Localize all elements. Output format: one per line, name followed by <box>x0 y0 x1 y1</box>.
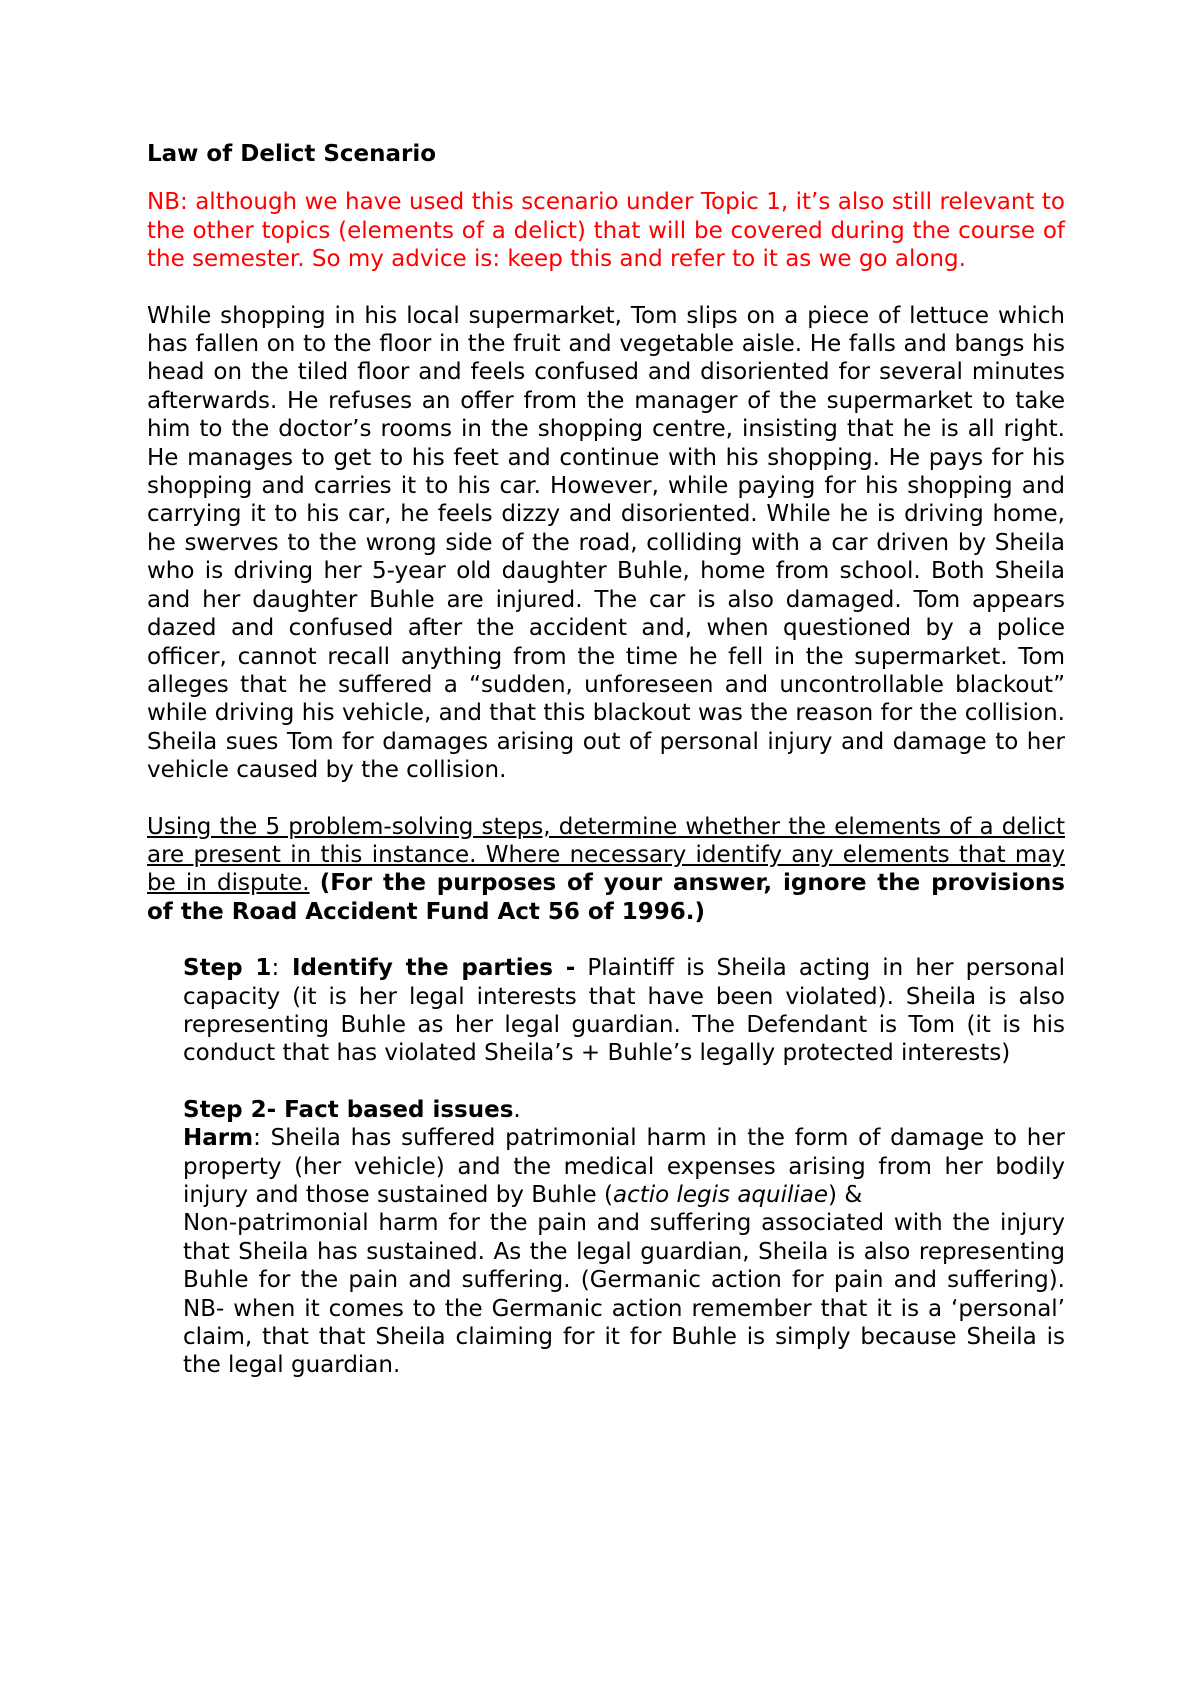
harm-label: Harm <box>183 1125 254 1152</box>
instruction-paragraph <box>147 813 1065 927</box>
red-note-paragraph: NB: although we have used this scenario under Topic 1, it’s also still relevant to the other topics (elements of a delict) that will be covered during the course of the semester. So my advice is: keep this and refer to it as we go along. <box>147 189 1065 273</box>
step-1-colon: : <box>271 955 280 982</box>
harm-text-2: ) & <box>828 1182 863 1208</box>
step-2-heading: Step 2- Fact based issues <box>183 1096 514 1123</box>
harm-text-1: : Sheila has suffered patrimonial harm in the form of damage to her property (her vehicle) and the medical expenses arising from her bodily injury and those sustained by Buhle ( <box>183 1125 1065 1208</box>
instruction-underlined-text: Using the 5 problem-solving steps, determine whether the elements of a delict are present in this instance. Where necessary identify any elements that may be in dispute. <box>147 813 1065 897</box>
instruction-bold-text: (For the purposes of your answer, ignore the provisions of the Road Accident Fund Act 56 of 1996.) <box>147 870 1065 925</box>
harm-paragraph <box>183 1124 1065 1209</box>
step-2-heading-line <box>183 1096 1065 1124</box>
document-page <box>147 140 1065 1380</box>
step-1-paragraph <box>183 954 1065 1068</box>
harm-italic-text: actio legis aquiliae <box>612 1182 829 1208</box>
non-patrimonial-paragraph: Non-patrimonial harm for the pain and suffering associated with the injury that Sheila has sustained. As the legal guardian, Sheila is also representing Buhle for the pain and suffering. (Germanic action for pain and suffering). NB- when it comes to the Germanic action remember that it is a ‘personal’ claim, that that Sheila claiming for it for Buhle is simply because Sheila is the legal guardian. <box>183 1210 1065 1379</box>
document-title: Law of Delict Scenario <box>147 141 437 167</box>
step-1-label: Step 1 <box>183 955 272 982</box>
step-2-heading-end: . <box>513 1096 521 1123</box>
step-2-section <box>183 1096 1065 1380</box>
scenario-paragraph: While shopping in his local supermarket, Tom slips on a piece of lettuce which has fallen on to the floor in the fruit and vegetable aisle. He falls and bangs his head on the tiled floor and feels confused and disoriented for several minutes afterwards. He refuses an offer from the manager of the supermarket to take him to the doctor’s rooms in the shopping centre, insisting that he is all right. He manages to get to his feet and continue with his shopping. He pays for his shopping and carries it to his car. However, while paying for his shopping and carrying it to his car, he feels dizzy and disoriented. While he is driving home, he swerves to the wrong side of the road, colliding with a car driven by Sheila who is driving her 5-year old daughter Buhle, home from school. Both Sheila and her daughter Buhle are injured. The car is also damaged. Tom appears dazed and confused after the accident and, when questioned by a police officer, cannot recall anything from the time he fell in the supermarket. Tom alleges that he suffered a “sudden, unforeseen and uncontrollable blackout” while driving his vehicle, and that this blackout was the reason for the collision. Sheila sues Tom for damages arising out of personal injury and damage to her vehicle caused by the collision. <box>147 302 1065 784</box>
step-1-body: Plaintiff is Sheila acting in her personal capacity (it is her legal interests that have been violated). Sheila is also representing Buhle as her legal guardian. The Defendant is Tom (it is his conduct that has violated Sheila’s + Buhle’s legally protected interests) <box>183 955 1065 1067</box>
step-1-heading: Identify the parties - <box>279 955 576 982</box>
answer-section <box>183 954 1065 1380</box>
